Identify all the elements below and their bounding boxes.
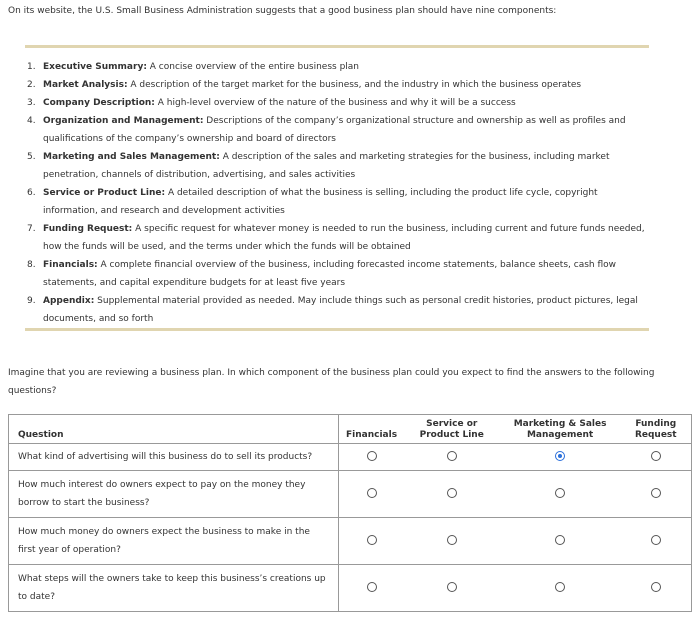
column-header: Service or Product Line — [404, 415, 500, 444]
component-term: Appendix: — [43, 296, 95, 306]
question-text: How much interest do owners expect to pay on the money they borrow to start the business? — [9, 471, 339, 518]
answer-cell — [621, 444, 692, 471]
question-row — [9, 518, 692, 565]
component-text — [43, 58, 649, 76]
component-description: A high-level overview of the nature of the business and why it will be a success — [154, 98, 516, 108]
answer-cell — [339, 518, 404, 565]
components-box — [25, 45, 649, 332]
answer-radio[interactable] — [367, 535, 377, 545]
top-rule — [25, 45, 649, 48]
answer-cell — [621, 518, 692, 565]
answer-cell — [339, 471, 404, 518]
component-text — [43, 256, 649, 292]
answer-cell — [621, 471, 692, 518]
answer-radio[interactable] — [367, 451, 377, 461]
component-item — [25, 256, 649, 292]
component-term: Organization and Management: — [43, 116, 204, 126]
question-column-header: Question — [9, 415, 339, 444]
component-term: Company Description: — [43, 98, 155, 108]
component-description: A concise overview of the entire business plan — [146, 62, 360, 72]
component-number: 2. — [27, 80, 36, 90]
component-text — [43, 292, 649, 328]
component-term: Funding Request: — [43, 224, 133, 234]
answer-cell — [339, 444, 404, 471]
bottom-rule — [25, 328, 649, 331]
answer-radio[interactable] — [447, 535, 457, 545]
component-text — [43, 94, 649, 112]
component-description: A complete financial overview of the business, including forecasted income statements, balance sheets, cash flow statements, and capital expenditure budgets for at least five years — [43, 260, 616, 288]
answer-cell — [500, 565, 621, 612]
component-term: Market Analysis: — [43, 80, 128, 90]
component-number: 5. — [27, 152, 36, 162]
component-text — [43, 112, 649, 148]
answer-radio[interactable] — [651, 582, 661, 592]
component-number: 8. — [27, 260, 36, 270]
question-row — [9, 565, 692, 612]
component-item — [25, 184, 649, 220]
question-row — [9, 471, 692, 518]
column-header: Funding Request — [621, 415, 692, 444]
matrix-header-row — [9, 415, 692, 444]
component-description: Supplemental material provided as needed. May include things such as personal credit histories, product pictures, legal documents, and so forth — [43, 296, 638, 324]
component-description: A description of the sales and marketing strategies for the business, including market penetration, channels of distribution, advertising, and sales activities — [43, 152, 610, 180]
component-item — [25, 76, 649, 94]
component-item — [25, 292, 649, 328]
component-description: Descriptions of the company’s organizational structure and ownership as well as profiles and qualifications of the company’s ownership and board of directors — [43, 116, 626, 144]
component-item — [25, 58, 649, 76]
answer-cell — [404, 565, 500, 612]
answer-cell — [500, 518, 621, 565]
answer-radio[interactable] — [447, 488, 457, 498]
component-description: A description of the target market for the business, and the industry in which the business operates — [127, 80, 582, 90]
components-list — [25, 58, 649, 328]
component-number: 6. — [27, 188, 36, 198]
component-term: Marketing and Sales Management: — [43, 152, 220, 162]
component-text — [43, 148, 649, 184]
column-header: Marketing & Sales Management — [500, 415, 621, 444]
component-term: Financials: — [43, 260, 98, 270]
component-description: A specific request for whatever money is needed to run the business, including current and future funds needed, how the funds will be used, and the terms under which the funds will be obtained — [43, 224, 645, 252]
answer-cell — [404, 444, 500, 471]
component-number: 7. — [27, 224, 36, 234]
question-row — [9, 444, 692, 471]
answer-radio[interactable] — [447, 582, 457, 592]
answer-radio[interactable] — [555, 535, 565, 545]
component-item — [25, 112, 649, 148]
component-number: 1. — [27, 62, 36, 72]
component-item — [25, 220, 649, 256]
answer-radio[interactable] — [367, 582, 377, 592]
answer-radio[interactable] — [555, 582, 565, 592]
answer-radio[interactable] — [651, 451, 661, 461]
answer-radio[interactable] — [651, 488, 661, 498]
component-text — [43, 220, 649, 256]
answer-cell — [621, 565, 692, 612]
component-term: Executive Summary: — [43, 62, 147, 72]
answer-cell — [339, 565, 404, 612]
answer-radio[interactable] — [367, 488, 377, 498]
question-text: How much money do owners expect the business to make in the first year of operation? — [9, 518, 339, 565]
component-text — [43, 76, 649, 94]
answer-radio[interactable] — [447, 451, 457, 461]
answer-cell — [500, 444, 621, 471]
column-header: Financials — [339, 415, 404, 444]
intro-text: On its website, the U.S. Small Business Administration suggests that a good business plan should have nine components: — [8, 6, 557, 16]
answer-radio[interactable] — [555, 451, 565, 461]
component-number: 4. — [27, 116, 36, 126]
component-text — [43, 184, 649, 220]
component-description: A detailed description of what the business is selling, including the product life cycle, copyright information, and research and development activities — [43, 188, 598, 216]
component-number: 9. — [27, 296, 36, 306]
component-item — [25, 94, 649, 112]
answer-radio[interactable] — [651, 535, 661, 545]
answer-cell — [404, 471, 500, 518]
answer-matrix — [8, 414, 692, 612]
answer-cell — [500, 471, 621, 518]
question-text: What kind of advertising will this business do to sell its products? — [9, 444, 339, 471]
answer-radio[interactable] — [555, 488, 565, 498]
component-item — [25, 148, 649, 184]
question-text: What steps will the owners take to keep this business’s creations up to date? — [9, 565, 339, 612]
answer-cell — [404, 518, 500, 565]
component-number: 3. — [27, 98, 36, 108]
component-term: Service or Product Line: — [43, 188, 166, 198]
question-prompt: Imagine that you are reviewing a business plan. In which component of the business plan could you expect to find the answers to the following questions? — [8, 368, 655, 396]
